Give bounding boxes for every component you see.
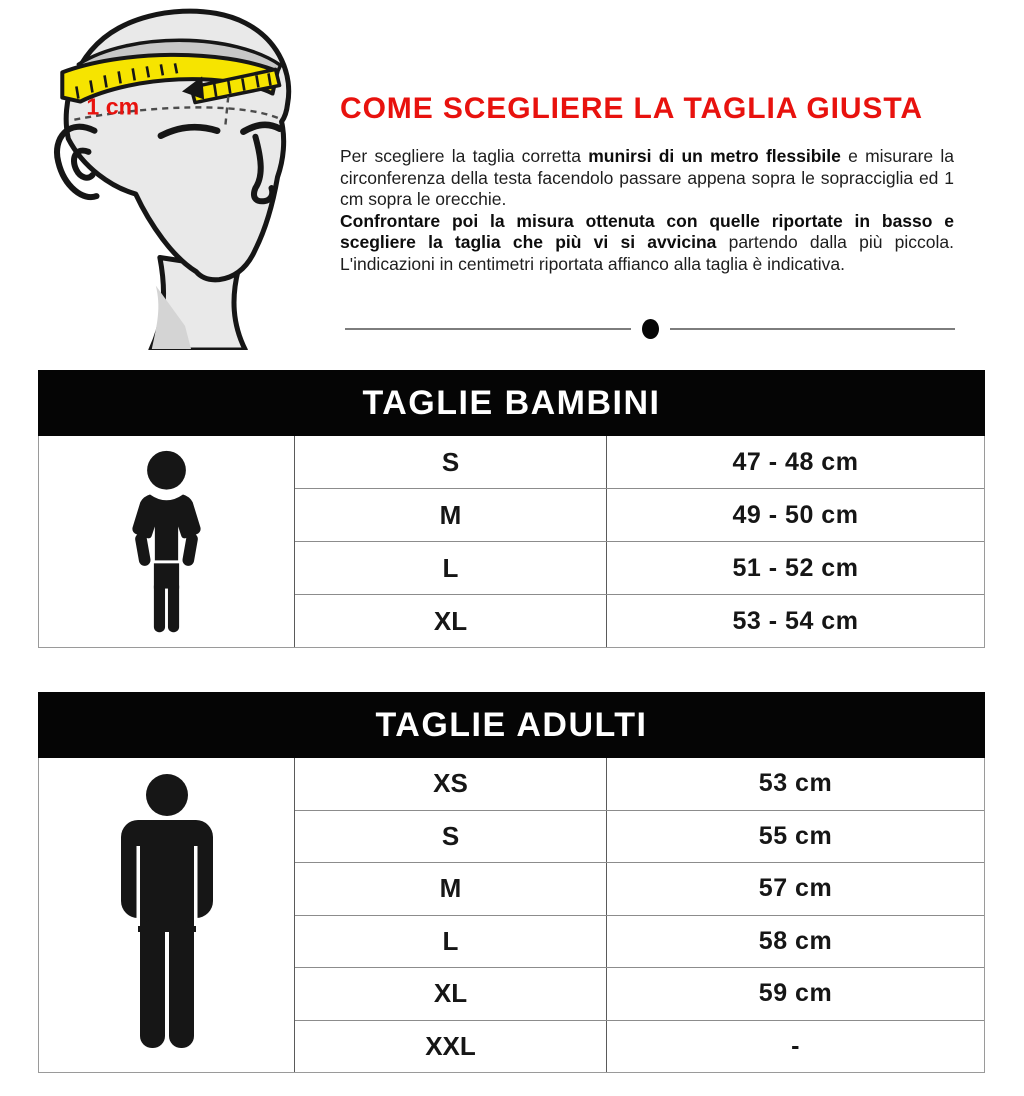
one-cm-label: 1 cm <box>86 93 140 120</box>
divider-line <box>345 328 631 330</box>
circumference-value: 58 cm <box>758 926 833 955</box>
size-row-xl <box>295 967 984 1020</box>
size-row-l <box>295 915 984 968</box>
children-sizes-table <box>38 370 985 648</box>
circumference-value: 53 - 54 cm <box>732 606 859 635</box>
divider-dot-icon <box>642 319 659 339</box>
children-table-body <box>38 436 985 648</box>
hero-text-block <box>340 92 954 275</box>
size-row-xs <box>295 758 984 810</box>
intro-paragraphs <box>340 146 954 275</box>
head-with-tape-icon <box>38 8 330 350</box>
adult-table-title: TAGLIE ADULTI <box>38 692 985 758</box>
size-label: M <box>295 863 607 915</box>
adult-icon <box>107 770 227 1060</box>
size-label: L <box>295 916 607 968</box>
page-title: COME SCEGLIERE LA TAGLIA GIUSTA <box>340 92 923 125</box>
circumference-value: 53 cm <box>758 769 833 798</box>
circumference-value: 51 - 52 cm <box>732 553 859 582</box>
intro-paragraph: Per scegliere la taglia corretta munirsi di un metro flessibile e misurare la circonferenza della testa facendolo passare appena sopra le sopracciglia ed 1 cm sopra le orecchie. <box>340 146 954 209</box>
adult-size-rows <box>295 758 984 1072</box>
divider-line <box>670 328 956 330</box>
size-label: XS <box>295 758 607 810</box>
head-measurement-illustration <box>38 8 330 350</box>
size-row-xxl <box>295 1020 984 1073</box>
adult-table-body <box>38 758 985 1073</box>
children-table-title: TAGLIE BAMBINI <box>38 370 985 436</box>
child-figure-cell <box>39 436 295 647</box>
size-label: XL <box>295 595 607 647</box>
adult-figure-cell <box>39 758 295 1072</box>
size-label: XL <box>295 968 607 1020</box>
circumference-value: 49 - 50 cm <box>732 500 859 529</box>
size-row-m <box>295 862 984 915</box>
circumference-value: - <box>791 1031 800 1060</box>
intro-paragraph: Confrontare poi la misura ottenuta con quelle riportate in basso e scegliere la taglia che più vi si avvicina partendo dalla più piccola. L'indicazioni in centimetri riportata affianco alla taglia è indicativa. <box>340 210 954 274</box>
size-label: L <box>295 542 607 594</box>
circumference-value: 59 cm <box>758 979 833 1008</box>
circumference-value: 57 cm <box>758 874 833 903</box>
size-row-s <box>295 810 984 863</box>
adult-sizes-table <box>38 692 985 1073</box>
circumference-value: 55 cm <box>758 821 833 850</box>
section-divider <box>345 319 955 339</box>
child-icon <box>118 449 215 635</box>
size-label: S <box>295 811 607 863</box>
size-row-l <box>295 541 984 594</box>
size-label: XXL <box>295 1021 607 1073</box>
size-row-s <box>295 436 984 488</box>
size-row-xl <box>295 594 984 647</box>
size-row-m <box>295 488 984 541</box>
size-label: S <box>295 436 607 488</box>
circumference-value: 47 - 48 cm <box>732 447 859 476</box>
size-label: M <box>295 489 607 541</box>
children-size-rows <box>295 436 984 647</box>
